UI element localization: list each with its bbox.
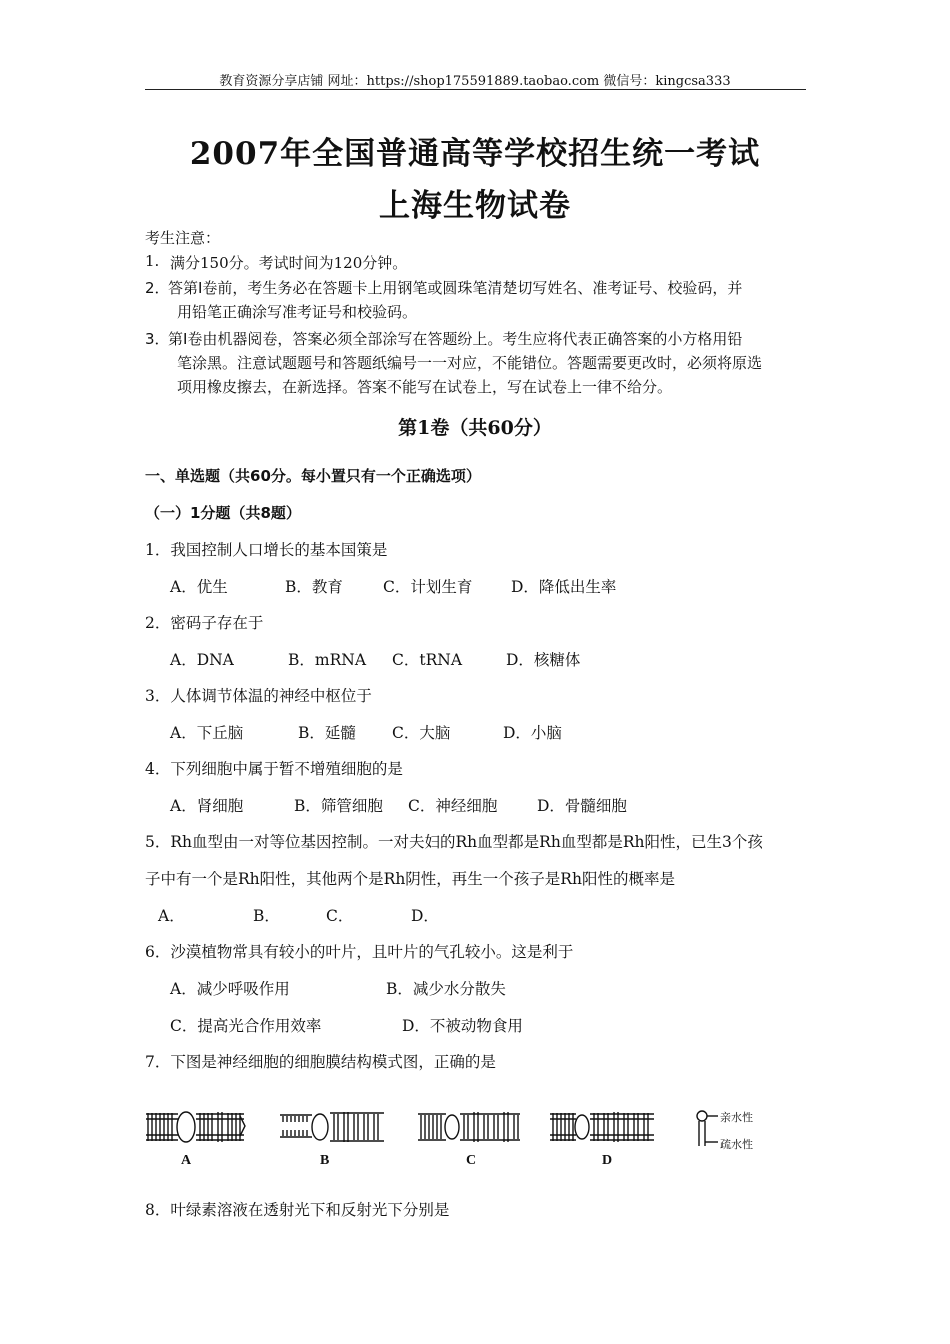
subsection-title: （一）1分题（共8题） bbox=[145, 504, 301, 522]
exam-title: 2007年全国普通高等学校招生统一考试 bbox=[189, 136, 761, 172]
question-1: 1．我国控制人口增长的基本国策是 bbox=[145, 541, 388, 559]
q2-option-a: A．DNA bbox=[170, 651, 234, 669]
notice-2-line-2: 用铅笔正确涂写准考证号和校验码。 bbox=[177, 303, 418, 321]
question-3: 3．人体调节体温的神经中枢位于 bbox=[145, 687, 372, 705]
q1-option-c: C．计划生育 bbox=[383, 578, 473, 596]
membrane-diagram-c bbox=[416, 1108, 522, 1146]
phospholipid-legend-icon bbox=[694, 1108, 720, 1152]
question-5-line-1: 5．Rh血型由一对等位基因控制。一对夫妇的Rh血型都是Rh血型都是Rh阳性，已生3个孩 bbox=[145, 833, 763, 851]
q4-option-c: C．神经细胞 bbox=[408, 797, 498, 815]
q1-option-a: A．优生 bbox=[170, 578, 228, 596]
q1-option-d: D．降低出生率 bbox=[511, 578, 617, 596]
question-4: 4．下列细胞中属于暂不增殖细胞的是 bbox=[145, 760, 403, 778]
q3-option-d: D．小脑 bbox=[503, 724, 562, 742]
q3-option-b: B．延髓 bbox=[298, 724, 356, 742]
q4-option-d: D．骨髓细胞 bbox=[537, 797, 627, 815]
figure-label-b: B bbox=[320, 1153, 330, 1168]
section-title: 一、单选题（共60分。每小置只有一个正确选项） bbox=[145, 467, 481, 485]
legend-hydrophobic: 疏水性 bbox=[720, 1138, 753, 1151]
notice-3-line-1: 第Ⅰ卷由机器阅卷，答案必须全部涂写在答题纷上。考生应将代表正确答案的小方格用铅 bbox=[168, 330, 743, 348]
notice-2-line-1: 答第Ⅰ卷前，考生务必在答题卡上用钢笔或圆珠笔清楚切写姓名、准考证号、校验码，并 bbox=[168, 279, 743, 297]
exam-subtitle: 上海生物试卷 bbox=[379, 188, 571, 224]
q6-option-b: B．减少水分散失 bbox=[386, 980, 506, 998]
q2-option-d: D．核糖体 bbox=[506, 651, 581, 669]
membrane-diagram-a bbox=[144, 1108, 248, 1146]
figure-label-d: D bbox=[602, 1153, 613, 1168]
question-6: 6．沙漠植物常具有较小的叶片，且叶片的气孔较小。这是利于 bbox=[145, 943, 574, 961]
figure-label-a: A bbox=[181, 1153, 192, 1168]
notice-1-text: 满分150分。考试时间为120分钟。 bbox=[170, 254, 408, 272]
q4-option-a: A．肾细胞 bbox=[170, 797, 244, 815]
notice-heading: 考生注意： bbox=[145, 229, 221, 247]
q2-option-c: C．tRNA bbox=[392, 651, 463, 669]
notice-3-num: 3． bbox=[145, 330, 170, 348]
q1-option-b: B．教育 bbox=[285, 578, 343, 596]
notice-2-num: 2． bbox=[145, 279, 170, 297]
legend-hydrophilic: 亲水性 bbox=[720, 1111, 753, 1124]
membrane-diagram-b bbox=[278, 1108, 386, 1146]
q3-option-c: C．大脑 bbox=[392, 724, 451, 742]
q5-option-a: A． bbox=[158, 907, 185, 925]
q2-option-b: B．mRNA bbox=[288, 651, 367, 669]
notice-1-num: 1. bbox=[145, 252, 160, 270]
q5-option-c: C． bbox=[326, 907, 354, 925]
q6-option-c: C．提高光合作用效率 bbox=[170, 1017, 322, 1035]
membrane-diagram-d bbox=[548, 1108, 656, 1146]
question-2: 2．密码子存在于 bbox=[145, 614, 264, 632]
question-8: 8．叶绿素溶液在透射光下和反射光下分别是 bbox=[145, 1201, 450, 1219]
q5-option-d: D． bbox=[411, 907, 439, 925]
q6-option-d: D．不被动物食用 bbox=[402, 1017, 523, 1035]
volume-title: 第1卷（共60分） bbox=[398, 417, 552, 439]
question-7: 7．下图是神经细胞的细胞膜结构模式图，正确的是 bbox=[145, 1053, 496, 1071]
question-5-line-2: 子中有一个是Rh阳性，其他两个是Rh阴性，再生一个孩子是Rh阳性的概率是 bbox=[145, 870, 675, 888]
header-rule bbox=[145, 89, 806, 90]
page-header: 教育资源分享店铺 网址：https://shop175591889.taobao.com 微信号：kingcsa333 bbox=[219, 74, 731, 89]
q6-option-a: A．减少呼吸作用 bbox=[170, 980, 290, 998]
notice-3-line-3: 项用橡皮擦去，在新选择。答案不能写在试卷上，写在试卷上一律不给分。 bbox=[177, 378, 673, 396]
notice-3-line-2: 笔涂黑。注意试题题号和答题纸编号一一对应，不能错位。答题需要更改时，必须将原选 bbox=[177, 354, 763, 372]
figure-label-c: C bbox=[466, 1153, 477, 1168]
q5-option-b: B． bbox=[253, 907, 280, 925]
q4-option-b: B．筛管细胞 bbox=[294, 797, 383, 815]
q3-option-a: A．下丘脑 bbox=[170, 724, 244, 742]
